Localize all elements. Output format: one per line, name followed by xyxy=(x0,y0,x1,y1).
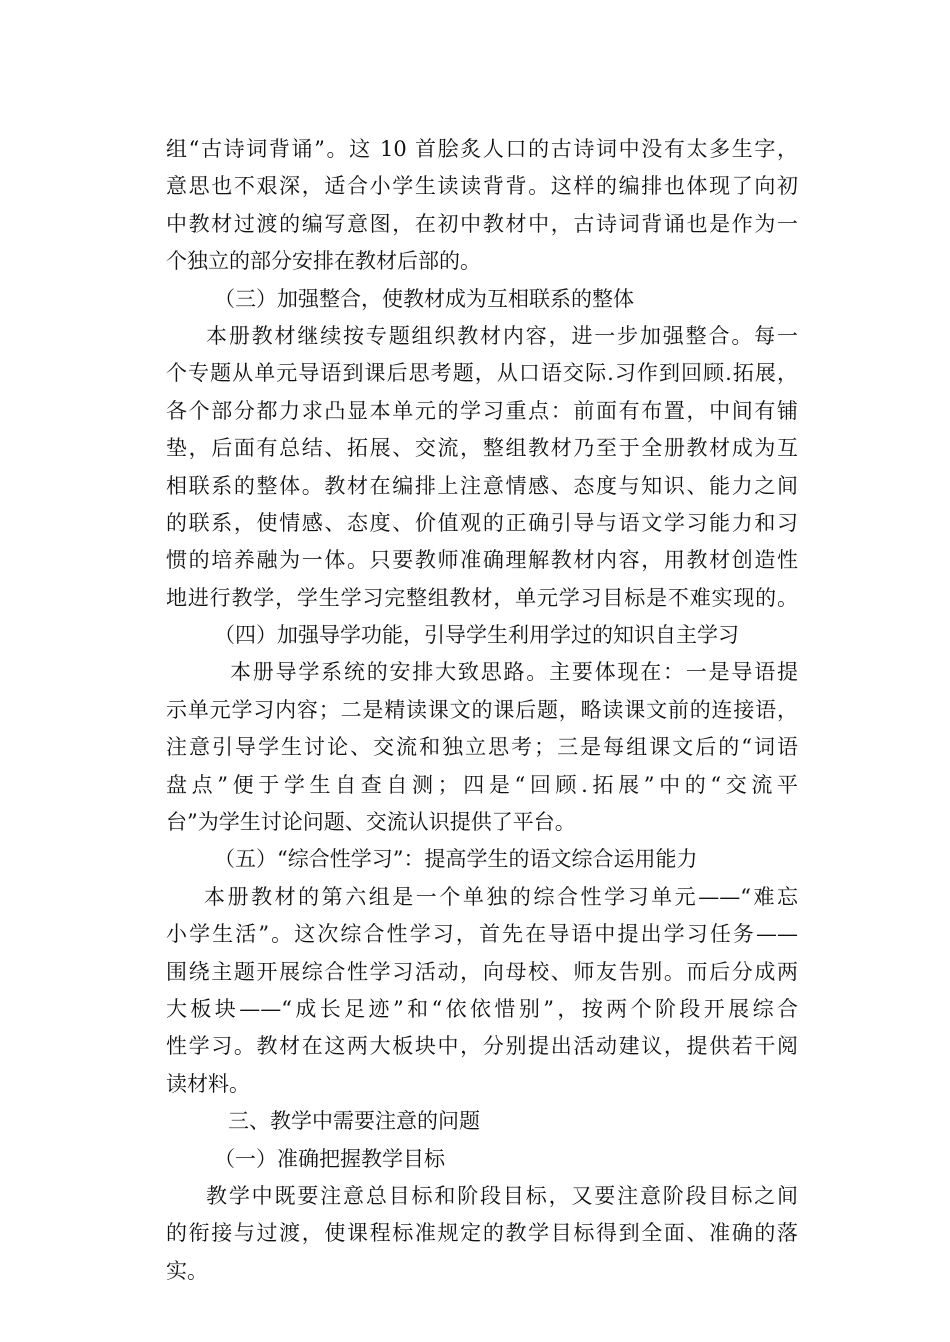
text-line: 个专题从单元导语到课后思考题，从口语交际.习作到回顾.拓展， xyxy=(166,361,798,386)
text-line: 各个部分都力求凸显本单元的学习重点：前面有布置，中间有铺 xyxy=(166,398,798,423)
text-line: 性学习。教材在这两大板块中，分别提出活动建议，提供若干阅 xyxy=(166,1034,798,1059)
text-line: 的联系，使情感、态度、价值观的正确引导与语文学习能力和习 xyxy=(166,510,798,535)
section-heading: （四）加强导学功能，引导学生利用学过的知识自主学习 xyxy=(214,623,739,648)
text-line: 本册教材的第六组是一个单独的综合性学习单元——“难忘 xyxy=(204,884,798,909)
text-line: 中教材过渡的编写意图，在初中教材中，古诗词背诵也是作为一 xyxy=(166,211,798,236)
text-line: 示单元学习内容；二是精读课文的课后题，略读课文前的连接语， xyxy=(166,697,798,722)
text-line: 的衔接与过渡，使课程标准规定的教学目标得到全面、准确的落 xyxy=(166,1221,798,1246)
text-line: 围绕主题开展综合性学习活动，向母校、师友告别。而后分成两 xyxy=(166,959,798,984)
section-heading: 三、教学中需要注意的问题 xyxy=(228,1109,480,1134)
text-line: 实。 xyxy=(166,1258,208,1283)
text-line: 盘点”便于学生自查自测；四是“回顾.拓展”中的“交流平 xyxy=(166,772,798,797)
text-line: 小学生活”。这次综合性学习，首先在导语中提出学习任务—— xyxy=(166,922,798,947)
document-body xyxy=(166,131,798,1290)
text-line: 个独立的部分安排在教材后部的。 xyxy=(166,249,481,274)
text-line: 意思也不艰深，适合小学生读读背背。这样的编排也体现了向初 xyxy=(166,174,798,199)
text-line: 惯的培养融为一体。只要教师准确理解教材内容，用教材创造性 xyxy=(166,548,798,573)
text-line: 地进行教学，学生学习完整组教材，单元学习目标是不难实现的。 xyxy=(166,585,798,610)
text-line: 读材料。 xyxy=(166,1071,250,1096)
section-heading: （三）加强整合，使教材成为互相联系的整体 xyxy=(214,286,634,311)
text-line: 垫，后面有总结、拓展、交流，整组教材乃至于全册教材成为互 xyxy=(166,436,798,461)
text-line: 本册教材继续按专题组织教材内容，进一步加强整合。每一 xyxy=(206,323,798,348)
text-line: 组“古诗词背诵”。这 10 首脍炙人口的古诗词中没有太多生字， xyxy=(166,137,798,161)
text-line: 注意引导学生讨论、交流和独立思考；三是每组课文后的“词语 xyxy=(166,735,798,760)
text-line: 本册导学系统的安排大致思路。主要体现在：一是导语提 xyxy=(230,660,798,685)
text-line: 相联系的整体。教材在编排上注意情感、态度与知识、能力之间 xyxy=(166,473,798,498)
section-heading: （五）“综合性学习”：提高学生的语文综合运用能力 xyxy=(214,847,698,872)
section-heading: （一）准确把握教学目标 xyxy=(214,1146,445,1171)
text-line: 教学中既要注意总目标和阶段目标，又要注意阶段目标之间 xyxy=(206,1183,798,1208)
text-line: 大板块——“成长足迹”和“依依惜别”，按两个阶段开展综合 xyxy=(166,996,798,1021)
text-line: 台”为学生讨论问题、交流认识提供了平台。 xyxy=(166,810,576,835)
